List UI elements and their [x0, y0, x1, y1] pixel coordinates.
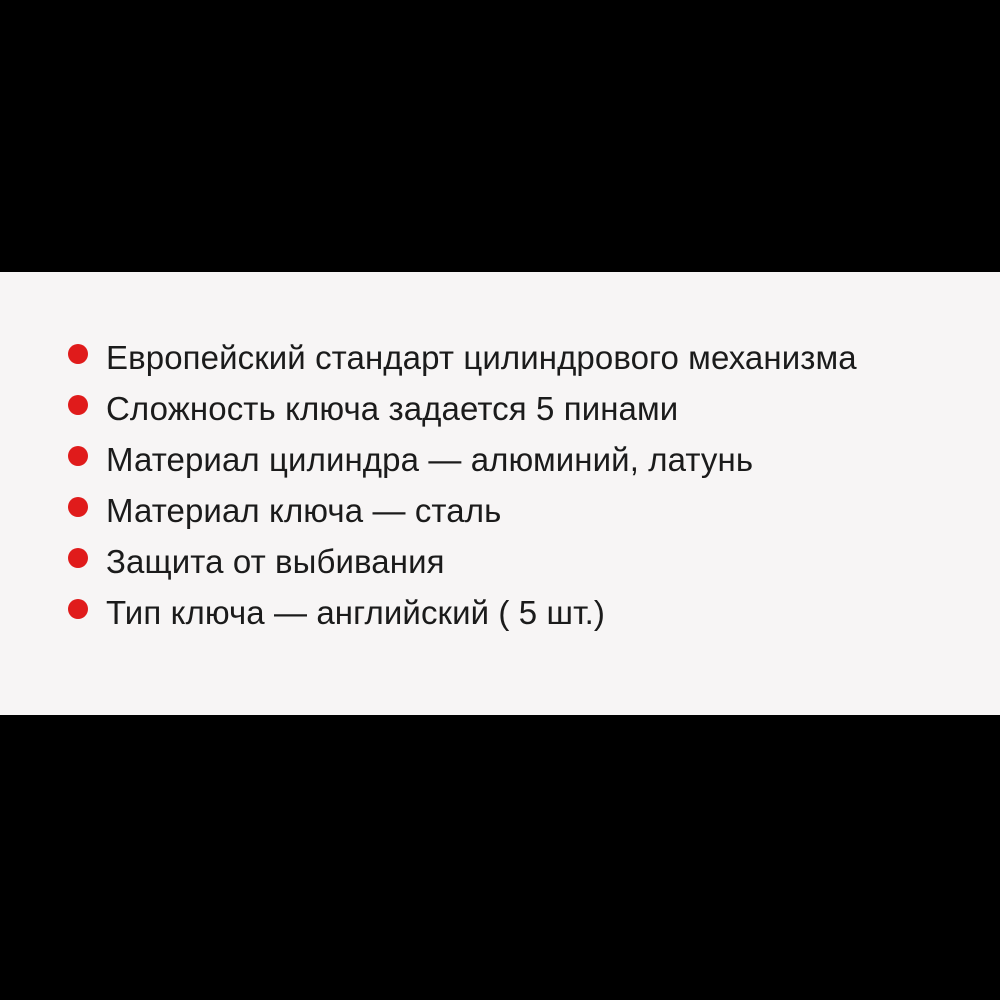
- list-item: [68, 442, 928, 478]
- bullet-icon: [68, 497, 88, 517]
- list-item: [68, 340, 928, 376]
- feature-list: [68, 340, 928, 646]
- list-item: [68, 544, 928, 580]
- feature-text: Тип ключа — английский ( 5 шт.): [106, 594, 606, 631]
- feature-text: Защита от выбивания: [106, 543, 445, 580]
- bullet-icon: [68, 446, 88, 466]
- list-item: [68, 595, 928, 631]
- bullet-icon: [68, 548, 88, 568]
- feature-panel: [0, 272, 1000, 715]
- feature-text: Европейский стандарт цилиндрового механизма: [106, 339, 857, 376]
- list-item: [68, 493, 928, 529]
- feature-text: Материал цилиндра — алюминий, латунь: [106, 441, 754, 478]
- bullet-icon: [68, 599, 88, 619]
- feature-text: Сложность ключа задается 5 пинами: [106, 390, 679, 427]
- bullet-icon: [68, 395, 88, 415]
- bullet-icon: [68, 344, 88, 364]
- feature-text: Материал ключа — сталь: [106, 492, 502, 529]
- list-item: [68, 391, 928, 427]
